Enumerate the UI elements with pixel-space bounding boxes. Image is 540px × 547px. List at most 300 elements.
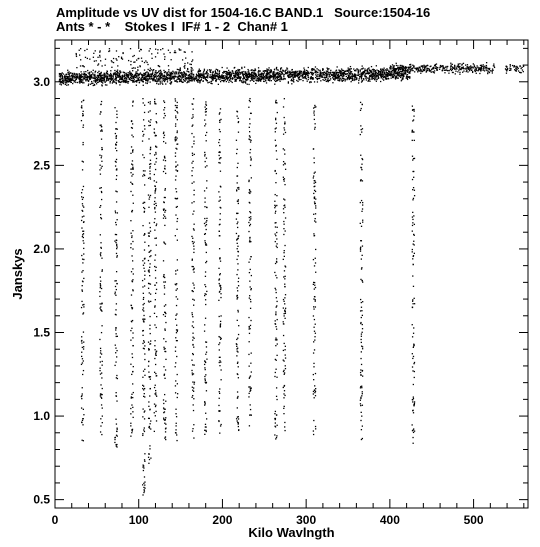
data-point: [422, 66, 423, 67]
data-point: [292, 74, 293, 75]
data-point: [165, 210, 166, 211]
data-point: [218, 268, 219, 269]
data-point: [131, 78, 132, 79]
data-point: [175, 385, 176, 386]
data-point: [194, 78, 195, 79]
data-point: [83, 124, 84, 125]
data-point: [206, 187, 207, 188]
data-point: [345, 71, 346, 72]
data-point: [158, 83, 159, 84]
data-point: [192, 116, 193, 117]
data-point: [220, 81, 221, 82]
data-point: [144, 258, 145, 259]
data-point: [314, 288, 315, 289]
data-point: [131, 305, 132, 306]
data-point: [362, 301, 363, 302]
data-point: [164, 394, 165, 395]
data-point: [360, 155, 361, 156]
data-point: [249, 391, 250, 392]
data-point: [334, 76, 335, 77]
data-point: [101, 404, 102, 405]
data-point: [314, 201, 315, 202]
data-point: [361, 108, 362, 109]
data-point: [412, 68, 413, 69]
data-point: [176, 111, 177, 112]
data-point: [237, 213, 238, 214]
data-point: [275, 100, 276, 101]
data-point: [218, 420, 219, 421]
data-point: [492, 72, 493, 73]
data-point: [237, 320, 238, 321]
data-point: [158, 70, 159, 71]
data-point: [130, 330, 131, 331]
data-point: [148, 79, 149, 80]
data-point: [413, 286, 414, 287]
data-point: [97, 75, 98, 76]
data-point: [96, 77, 97, 78]
data-point: [170, 83, 171, 84]
data-point: [270, 77, 271, 78]
data-point: [402, 66, 403, 67]
data-point: [308, 67, 309, 68]
data-point: [143, 119, 144, 120]
data-point: [138, 78, 139, 79]
data-point: [85, 57, 86, 58]
data-point: [238, 416, 239, 417]
data-point: [397, 73, 398, 74]
data-point: [290, 73, 291, 74]
data-point: [374, 79, 375, 80]
data-point: [406, 76, 407, 77]
data-point: [277, 343, 278, 344]
data-point: [414, 190, 415, 191]
data-point: [134, 76, 135, 77]
data-point: [82, 199, 83, 200]
data-point: [219, 316, 220, 317]
data-point: [213, 75, 214, 76]
data-point: [100, 113, 101, 114]
data-point: [100, 418, 101, 419]
data-point: [114, 442, 115, 443]
data-point: [236, 343, 237, 344]
data-point: [141, 75, 142, 76]
data-point: [142, 435, 143, 436]
data-point: [238, 118, 239, 119]
data-point: [133, 203, 134, 204]
data-point: [164, 378, 165, 379]
data-point: [236, 348, 237, 349]
data-point: [250, 156, 251, 157]
data-point: [249, 425, 250, 426]
data-point: [417, 71, 418, 72]
data-point: [219, 70, 220, 71]
data-point: [150, 457, 151, 458]
data-point: [101, 129, 102, 130]
data-point: [149, 153, 150, 154]
data-point: [164, 59, 165, 60]
data-point: [192, 314, 193, 315]
data-point: [141, 49, 142, 50]
data-point: [308, 72, 309, 73]
data-point: [477, 67, 478, 68]
data-point: [315, 395, 316, 396]
data-point: [279, 78, 280, 79]
data-point: [315, 182, 316, 183]
data-point: [193, 211, 194, 212]
data-point: [105, 84, 106, 85]
data-point: [148, 245, 149, 246]
data-point: [397, 65, 398, 66]
data-point: [151, 53, 152, 54]
data-point: [99, 308, 100, 309]
data-point: [318, 69, 319, 70]
data-point: [348, 75, 349, 76]
data-point: [360, 279, 361, 280]
data-point: [80, 59, 81, 60]
data-point: [298, 79, 299, 80]
data-point: [218, 300, 219, 301]
data-point: [115, 329, 116, 330]
data-point: [131, 394, 132, 395]
data-point: [101, 81, 102, 82]
data-point: [124, 81, 125, 82]
data-point: [165, 341, 166, 342]
data-point: [143, 293, 144, 294]
data-point: [149, 448, 150, 449]
data-point: [132, 149, 133, 150]
data-point: [360, 322, 361, 323]
data-point: [236, 346, 237, 347]
data-point: [459, 67, 460, 68]
data-point: [83, 237, 84, 238]
data-point: [163, 53, 164, 54]
data-point: [275, 222, 276, 223]
data-point: [409, 78, 410, 79]
data-point: [459, 63, 460, 64]
data-point: [183, 74, 184, 75]
data-point: [422, 67, 423, 68]
data-point: [97, 76, 98, 77]
data-point: [285, 354, 286, 355]
data-point: [396, 75, 397, 76]
data-point: [116, 245, 117, 246]
data-point: [253, 80, 254, 81]
data-point: [160, 83, 161, 84]
data-point: [276, 355, 277, 356]
data-point: [150, 343, 151, 344]
data-point: [142, 260, 143, 261]
data-point: [220, 108, 221, 109]
data-point: [82, 291, 83, 292]
data-point: [115, 309, 116, 310]
data-point: [206, 431, 207, 432]
data-point: [327, 69, 328, 70]
data-point: [238, 255, 239, 256]
data-point: [361, 167, 362, 168]
data-point: [285, 132, 286, 133]
data-point: [110, 73, 111, 74]
data-point: [204, 378, 205, 379]
data-point: [313, 107, 314, 108]
data-point: [68, 81, 69, 82]
data-point: [175, 175, 176, 176]
data-point: [220, 425, 221, 426]
data-point: [317, 81, 318, 82]
data-point: [82, 144, 83, 145]
data-point: [307, 75, 308, 76]
data-point: [155, 411, 156, 412]
data-point: [237, 175, 238, 176]
data-point: [116, 169, 117, 170]
data-point: [412, 159, 413, 160]
data-point: [133, 168, 134, 169]
data-point: [205, 101, 206, 102]
data-point: [250, 74, 251, 75]
data-point: [114, 365, 115, 366]
data-point: [269, 73, 270, 74]
data-point: [148, 260, 149, 261]
data-point: [175, 362, 176, 363]
data-point: [88, 85, 89, 86]
data-point: [238, 132, 239, 133]
data-point: [101, 157, 102, 158]
data-point: [144, 211, 145, 212]
data-point: [177, 397, 178, 398]
data-point: [412, 299, 413, 300]
data-point: [474, 65, 475, 66]
data-point: [185, 76, 186, 77]
data-point: [291, 69, 292, 70]
data-point: [187, 62, 188, 63]
data-point: [143, 307, 144, 308]
data-point: [165, 160, 166, 161]
data-point: [313, 175, 314, 176]
data-point: [424, 67, 425, 68]
data-point: [390, 68, 391, 69]
data-point: [327, 78, 328, 79]
data-point: [249, 217, 250, 218]
data-point: [69, 76, 70, 77]
data-point: [144, 271, 145, 272]
data-point: [284, 129, 285, 130]
data-point: [412, 301, 413, 302]
data-point: [237, 362, 238, 363]
data-point: [206, 111, 207, 112]
data-point: [311, 69, 312, 70]
data-point: [249, 393, 250, 394]
data-point: [225, 75, 226, 76]
data-point: [245, 82, 246, 83]
data-point: [275, 314, 276, 315]
data-point: [219, 391, 220, 392]
data-point: [94, 74, 95, 75]
data-point: [237, 227, 238, 228]
data-point: [156, 135, 157, 136]
data-point: [177, 107, 178, 108]
data-point: [100, 361, 101, 362]
data-point: [77, 82, 78, 83]
data-point: [116, 144, 117, 145]
data-point: [149, 377, 150, 378]
data-point: [237, 69, 238, 70]
data-point: [150, 420, 151, 421]
data-point: [284, 313, 285, 314]
data-point: [219, 129, 220, 130]
data-point: [193, 387, 194, 388]
data-point: [456, 68, 457, 69]
data-point: [276, 68, 277, 69]
data-point: [192, 153, 193, 154]
data-point: [99, 77, 100, 78]
data-point: [200, 77, 201, 78]
data-point: [204, 70, 205, 71]
data-point: [132, 345, 133, 346]
data-point: [206, 132, 207, 133]
data-point: [283, 335, 284, 336]
data-point: [288, 77, 289, 78]
data-point: [102, 407, 103, 408]
data-point: [116, 114, 117, 115]
data-point: [313, 327, 314, 328]
data-point: [251, 73, 252, 74]
data-point: [148, 102, 149, 103]
data-point: [484, 66, 485, 67]
data-point: [298, 77, 299, 78]
data-point: [97, 65, 98, 66]
data-point: [178, 75, 179, 76]
data-point: [340, 71, 341, 72]
data-point: [416, 69, 417, 70]
data-point: [392, 75, 393, 76]
data-point: [315, 391, 316, 392]
data-point: [155, 254, 156, 255]
data-point: [218, 155, 219, 156]
data-point: [175, 156, 176, 157]
data-point: [320, 71, 321, 72]
data-point: [480, 70, 481, 71]
data-point: [432, 71, 433, 72]
data-point: [79, 54, 80, 55]
data-point: [250, 388, 251, 389]
data-point: [465, 64, 466, 65]
data-point: [264, 81, 265, 82]
data-point: [115, 72, 116, 73]
data-point: [237, 290, 238, 291]
data-point: [84, 73, 85, 74]
data-point: [413, 66, 414, 67]
data-point: [371, 66, 372, 67]
data-point: [220, 315, 221, 316]
data-point: [270, 72, 271, 73]
data-point: [250, 375, 251, 376]
data-point: [206, 244, 207, 245]
data-point: [219, 71, 220, 72]
data-point: [355, 76, 356, 77]
data-point: [441, 66, 442, 67]
data-point: [220, 119, 221, 120]
data-point: [193, 75, 194, 76]
data-point: [249, 225, 250, 226]
data-point: [219, 393, 220, 394]
data-point: [320, 76, 321, 77]
data-point: [175, 52, 176, 53]
data-point: [142, 140, 143, 141]
data-point: [459, 72, 460, 73]
data-point: [163, 109, 164, 110]
data-point: [176, 423, 177, 424]
data-point: [275, 206, 276, 207]
data-point: [143, 470, 144, 471]
data-point: [226, 67, 227, 68]
data-point: [79, 81, 80, 82]
data-point: [315, 207, 316, 208]
data-point: [71, 82, 72, 83]
data-point: [149, 70, 150, 71]
data-point: [237, 363, 238, 364]
data-point: [204, 293, 205, 294]
data-point: [235, 79, 236, 80]
data-point: [253, 76, 254, 77]
data-point: [175, 337, 176, 338]
data-point: [131, 432, 132, 433]
data-point: [424, 69, 425, 70]
data-point: [238, 187, 239, 188]
data-point: [373, 78, 374, 79]
data-point: [287, 71, 288, 72]
data-point: [81, 227, 82, 228]
data-point: [154, 222, 155, 223]
data-point: [127, 81, 128, 82]
data-point: [145, 60, 146, 61]
data-point: [376, 81, 377, 82]
data-point: [248, 107, 249, 108]
data-point: [156, 182, 157, 183]
data-point: [176, 191, 177, 192]
data-point: [280, 75, 281, 76]
data-point: [133, 417, 134, 418]
data-point: [95, 50, 96, 51]
chart-title-line2: Ants * - * Stokes I IF# 1 - 2 Chan# 1: [56, 19, 288, 34]
data-point: [148, 125, 149, 126]
data-point: [277, 76, 278, 77]
data-point: [509, 68, 510, 69]
data-point: [180, 69, 181, 70]
data-point: [149, 171, 150, 172]
data-point: [76, 76, 77, 77]
data-point: [144, 62, 145, 63]
data-point: [281, 78, 282, 79]
data-point: [156, 396, 157, 397]
data-point: [371, 79, 372, 80]
data-point: [268, 67, 269, 68]
data-point: [326, 75, 327, 76]
data-point: [291, 80, 292, 81]
data-point: [131, 211, 132, 212]
data-point: [101, 187, 102, 188]
data-point: [74, 73, 75, 74]
data-point: [218, 201, 219, 202]
data-point: [362, 180, 363, 181]
data-point: [154, 260, 155, 261]
data-point: [360, 372, 361, 373]
data-point: [285, 357, 286, 358]
data-point: [352, 80, 353, 81]
data-point: [336, 73, 337, 74]
data-point: [250, 224, 251, 225]
data-point: [219, 145, 220, 146]
data-point: [205, 380, 206, 381]
data-point: [283, 321, 284, 322]
